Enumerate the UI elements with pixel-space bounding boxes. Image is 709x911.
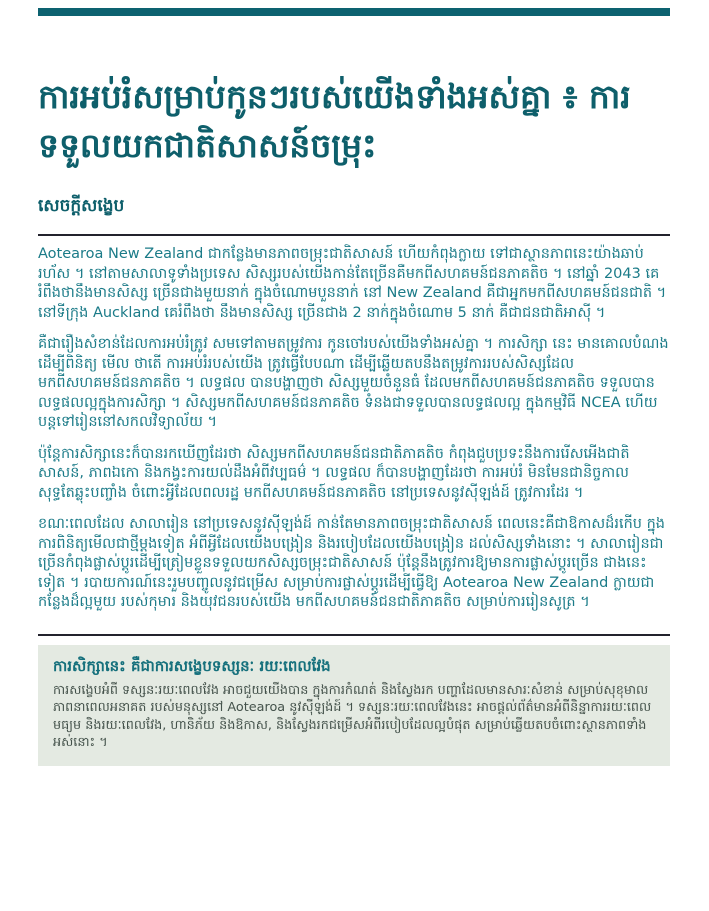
summary-body (38, 245, 670, 613)
callout-text: ការសង្ខេបអំពី ទស្សនៈរយៈពេលវែង អាចជួយយើងបាន ក្នុងការកំណត់ និងស្វែងរក បញ្ហាដែលមានសារៈសំខាន់ សម្រាប់សុខុមាលភាពនាពេលអនាគត របស់មនុស្សនៅ Aotearoa នូវស៊ីឡង់ដ៍ ។ ទស្សនៈរយៈពេលវែងនេះ អាចផ្តល់ព័ត៌មានអំពីនិន្នាការរយៈពេលមធ្យម និងរយៈពេលវែង, ហានិភ័យ និងឱកាស, និងស្វែងរកជម្រើសអំពីរបៀបដែលល្អបំផុត សម្រាប់ឆ្លើយតបចំពោះស្ថានភាពទាំងអស់នោះ ។ (53, 682, 652, 750)
page-title: ការអប់រំសម្រាប់កូនៗរបស់យើងទាំងអស់គ្នា ៖ ការទទួលយកជាតិសាសន៍ចម្រុះ (38, 77, 631, 165)
paragraph-opportunity-change: ខណៈពេលដែល សាលារៀន នៅប្រទេសនូវស៊ីឡង់ដ៍ កាន់តែមានភាពចម្រុះជាតិសាសន៍ ពេលនេះគឺជាឱកាសដ៏រកើប ក្នុងការពិនិត្យមើលជាថ្មីម្តងទៀត អំពីអ្វីដែលយើងបង្រៀន និងរបៀបដែលយើងបង្រៀន ដល់សិស្សទាំងនោះ ។ សាលារៀនជាច្រើនកំពុងផ្លាស់ប្តូរដើម្បីត្រៀមខ្លួនទទួលយកសិស្សចម្រុះជាតិសាសន៍ ប៉ុន្តែនឹងត្រូវការឱ្យមានការផ្លាស់ប្តូរច្រើន ជាងនេះទៀត ។ របាយការណ៍នេះរួមបញ្ចូលនូវជម្រើស សម្រាប់ការផ្លាស់ប្តូរដើម្បីធ្វើឱ្យ Aotearoa New Zealand ក្លាយជាកន្លែងដ៏ល្អមួយ របស់កុមារ និងយុវជនរបស់យើង មកពីសហគមន៍ជនជាតិភាគតិច សម្រាប់ការរៀនសូត្រ ។ (38, 516, 666, 610)
callout-title: ការសិក្សានេះ គឺជាការសង្ខេបទស្សនៈ រយៈពេលវែង (53, 656, 331, 675)
summary-subtitle: សេចក្តីសង្ខេប (38, 196, 125, 216)
paragraph-study-purpose: គឺជារឿងសំខាន់ដែលការអប់រំត្រូវ សមទៅតាមតម្រូវការ កូនចៅរបស់យើងទាំងអស់គ្នា ។ ការសិក្សា នេះ មានគោលបំណង ដើម្បីពិនិត្យ មើល ថាតើ ការអប់រំរបស់យើង ត្រូវធ្វើបែបណា ដើម្បីឆ្លើយតបនឹងតម្រូវការរបស់សិស្សដែលមកពីសហគមន៍ជនភាគតិច ។ លទ្ធផល បានបង្ហាញថា សិស្សមួយចំនួនធំ ដែលមកពីសហគមន៍ជនភាគតិច ទទួលបានលទ្ធផលល្អក្នុងការសិក្សា ។ សិស្សមកពីសហគមន៍ជនភាគតិច ទំនងជាទទួលបានលទ្ធផលល្អ ក្នុងកម្មវិធី NCEA ហើយបន្តទៅរៀននៅសកលវិទ្យាល័យ ។ (38, 336, 669, 430)
top-accent-bar (38, 8, 670, 16)
longterm-insights-callout (38, 645, 670, 766)
top-divider (38, 234, 670, 236)
paragraph-diversity-growth: Aotearoa New Zealand ជាកន្លែងមានភាពចម្រុះជាតិសាសន៍ ហើយកំពុងក្លាយ ទៅជាស្ថានភាពនេះយ៉ាងឆាប់រហ័ស ។ នៅតាមសាលាទូទាំងប្រទេស សិស្សរបស់យើងកាន់តែច្រើនគឺមកពីសហគមន៍ជនភាគតិច ។ នៅឆ្នាំ 2043 គេរំពឹងថានឹងមានសិស្ស ច្រើនជាងមួយនាក់ ក្នុងចំណោមបួននាក់ នៅ New Zealand គឺជាអ្នកមកពីសហគមន៍ជនជាតិ ។ នៅទីក្រុង Auckland គេរំពឹងថា នឹងមានសិស្ស ច្រើនជាង 2 នាក់ក្នុងចំណោម 5 នាក់ គឺជាជនជាតិអាស៊ី ។ (38, 246, 667, 321)
paragraph-findings-racism: ប៉ុន្តែការសិក្សានេះក៏បានរកឃើញដែរថា សិស្សមកពីសហគមន៍ជនជាតិភាគតិច កំពុងជួបប្រទះនឹងការរើសអើងជាតិសាសន៍, ភាពឯកោ និងកង្វះការយល់ដឹងអំពីវប្បធម៌ ។ លទ្ធផល ក៏បានបង្ហាញដែរថា ការអប់រំ មិនមែនជានិច្ចកាល សុទ្ធតែឆ្លុះបញ្ចាំង ចំពោះអ្វីដែលពលរដ្ឋ មកពីសហគមន៍ជនភាគតិច នៅប្រទេសនូវស៊ីឡង់ដ៍ ត្រូវការដែរ ។ (38, 445, 630, 501)
bottom-divider (38, 634, 670, 636)
